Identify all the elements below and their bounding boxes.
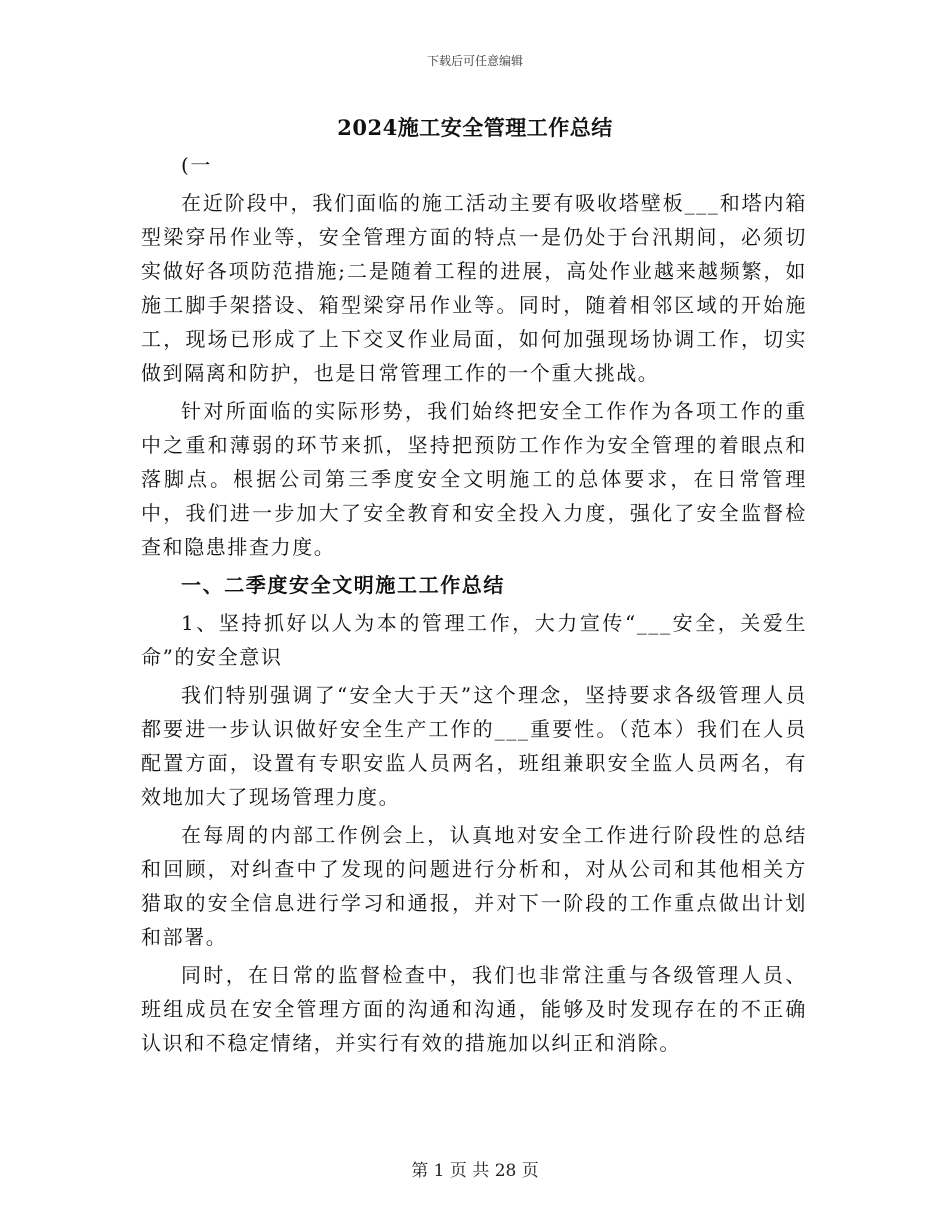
section-heading: 一、二季度安全文明施工工作总结 [181, 573, 505, 597]
paragraph-weekly-meeting: 在每周的内部工作例会上，认真地对安全工作进行阶段性的总结和回顾，对纠查中了发现的问题进行分析和，对从公司和其他相关方猎取的安全信息进行学习和通报，并对下一阶段的工作重点做出计划和部署。 [141, 823, 807, 949]
paragraph-safety-concept: 我们特别强调了“安全大于天”这个理念，坚持要求各级管理人员都要进一步认识做好安全生产工作的___重要性。（范本）我们在人员配置方面，设置有专职安监人员两名，班组兼职安全监人员两名，有效地加大了现场管理力度。 [141, 683, 807, 809]
page-footer: 第 1 页 共 28 页 [411, 1161, 539, 1181]
paragraph-item-1: 1、坚持抓好以人为本的管理工作，大力宣传“___安全，关爱生命”的安全意识 [141, 611, 807, 669]
paragraph-section-marker: (一 [181, 153, 213, 177]
page-header: 下载后可任意编辑 [426, 54, 523, 68]
paragraph-supervision: 同时，在日常的监督检查中，我们也非常注重与各级管理人员、班组成员在安全管理方面的沟通和沟通，能够及时发现存在的不正确认识和不稳定情绪，并实行有效的措施加以纠正和消除。 [141, 963, 807, 1055]
document-title: 2024施工安全管理工作总结 [337, 115, 613, 140]
paragraph-situation: 针对所面临的实际形势，我们始终把安全工作作为各项工作的重中之重和薄弱的环节来抓，坚持把预防工作作为安全管理的着眼点和落脚点。根据公司第三季度安全文明施工的总体要求，在日常管理中，我们进一步加大了安全教育和安全投入力度，强化了安全监督检查和隐患排查力度。 [141, 399, 807, 559]
paragraph-intro: 在近阶段中，我们面临的施工活动主要有吸收塔壁板___和塔内箱型梁穿吊作业等，安全管理方面的特点一是仍处于台汛期间，必须切实做好各项防范措施;二是随着工程的进展，高处作业越来越频繁，如施工脚手架搭设、箱型梁穿吊作业等。同时，随着相邻区域的开始施工，现场已形成了上下交叉作业局面，如何加强现场协调工作，切实做到隔离和防护，也是日常管理工作的一个重大挑战。 [141, 191, 807, 385]
document-body [141, 148, 807, 1060]
